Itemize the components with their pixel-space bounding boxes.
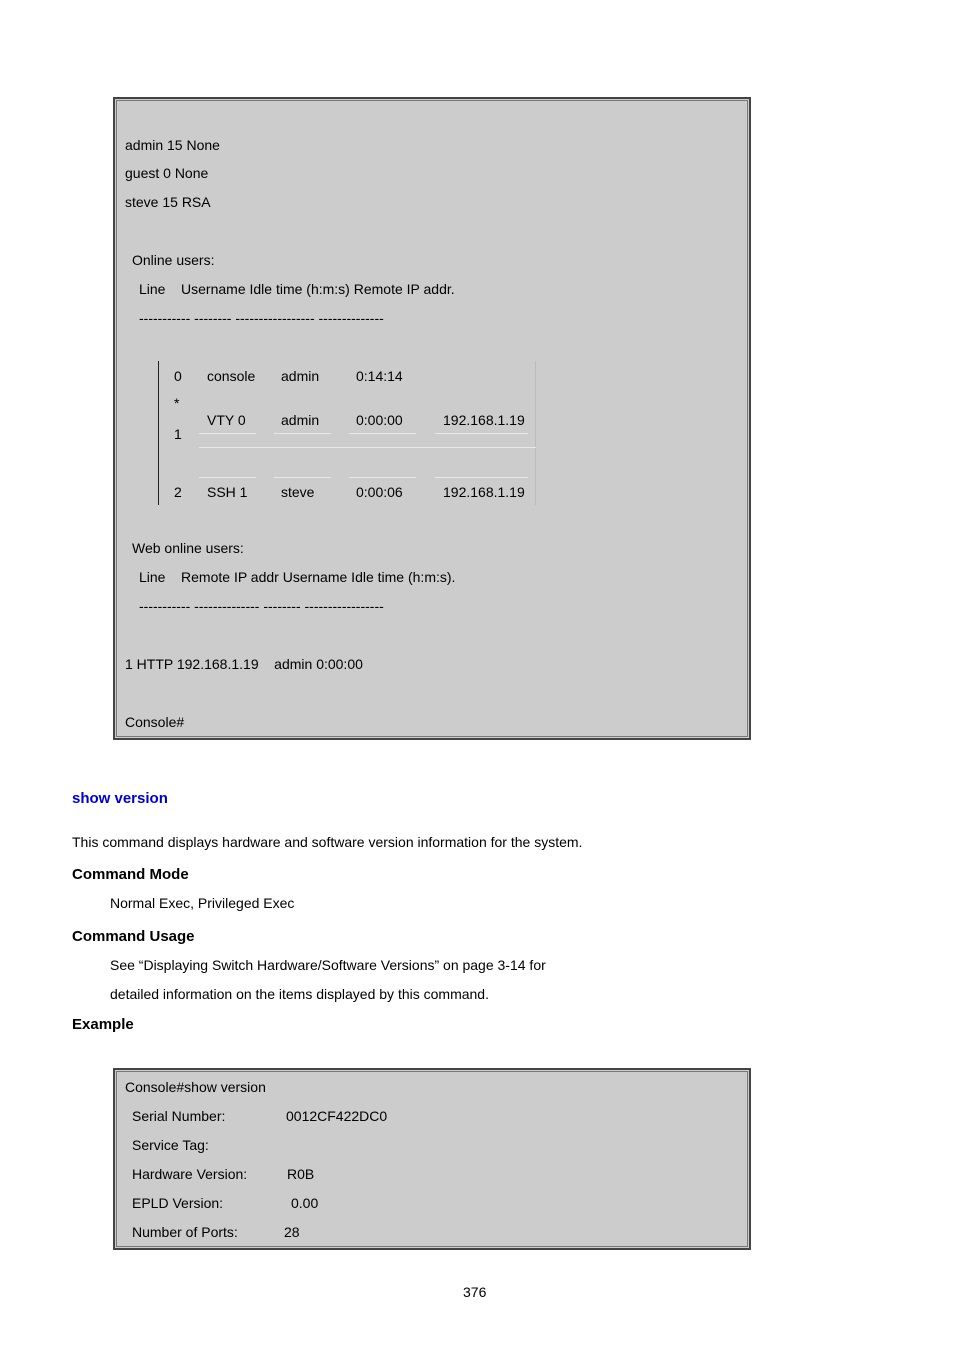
table-cell-type: VTY 0	[207, 412, 246, 428]
cell-underline	[349, 433, 416, 434]
field-label: Service Tag:	[132, 1137, 209, 1153]
example-heading: Example	[72, 1016, 134, 1033]
web-online-users-columns: Line Remote IP addr Username Idle time (h:m:s).	[139, 569, 456, 585]
user-line-admin: admin 15 None	[125, 137, 220, 153]
online-users-columns: Line Username Idle time (h:m:s) Remote IP addr.	[139, 281, 455, 297]
section-description: This command displays hardware and software version information for the system.	[72, 834, 583, 850]
command-mode-text: Normal Exec, Privileged Exec	[110, 895, 295, 911]
web-online-user-row: 1 HTTP 192.168.1.19 admin 0:00:00	[125, 656, 363, 672]
cell-underline	[435, 477, 528, 478]
table-cell-type: console	[207, 368, 256, 384]
table-cell-idle: 0:00:06	[356, 484, 403, 500]
field-label: EPLD Version:	[132, 1195, 224, 1211]
cell-underline	[274, 477, 331, 478]
table-cell-user: steve	[281, 484, 315, 500]
online-users-divider: ----------- -------- ----------------- --------------	[139, 310, 384, 326]
cell-underline	[349, 477, 416, 478]
field-value: 0012CF422DC0	[286, 1108, 388, 1124]
table-cell-ip: 192.168.1.19	[443, 412, 525, 428]
table-cell-type: SSH 1	[207, 484, 248, 500]
table-left-border	[158, 361, 159, 505]
example-command: Console#show version	[125, 1079, 266, 1095]
row-separator	[199, 447, 536, 448]
command-mode-heading: Command Mode	[72, 866, 189, 883]
table-row: 0	[174, 368, 182, 384]
user-line-steve: steve 15 RSA	[125, 194, 211, 210]
table-cell-idle: 0:00:00	[356, 412, 403, 428]
table-row: 1	[174, 426, 182, 442]
cell-underline	[274, 433, 331, 434]
online-users-table	[158, 361, 536, 505]
online-users-heading: Online users:	[132, 252, 215, 268]
cell-underline	[199, 477, 256, 478]
table-right-border	[535, 361, 536, 505]
field-value: R0B	[287, 1166, 315, 1182]
field-label: Hardware Version:	[132, 1166, 248, 1182]
table-row: 2	[174, 484, 182, 500]
cell-underline	[199, 433, 256, 434]
field-value: 0.00	[291, 1195, 319, 1211]
command-usage-line: detailed information on the items displayed by this command.	[110, 986, 489, 1002]
table-cell-ip: 192.168.1.19	[443, 484, 525, 500]
command-usage-line: See “Displaying Switch Hardware/Software Versions” on page 3-14 for	[110, 957, 546, 973]
cell-underline	[435, 433, 528, 434]
page-number: 376	[463, 1284, 487, 1300]
table-cell-user: admin	[281, 412, 320, 428]
table-cell-idle: 0:14:14	[356, 368, 403, 384]
web-online-users-heading: Web online users:	[132, 540, 244, 556]
table-cell-user: admin	[281, 368, 320, 384]
console-prompt: Console#	[125, 714, 185, 730]
web-online-users-divider: ----------- -------------- -------- -----------------	[139, 598, 384, 614]
user-line-guest: guest 0 None	[125, 165, 209, 181]
field-label: Number of Ports:	[132, 1224, 238, 1240]
field-label: Serial Number:	[132, 1108, 226, 1124]
example-output-box	[113, 1068, 751, 1250]
section-title: show version	[72, 790, 168, 807]
field-value: 28	[284, 1224, 300, 1240]
command-usage-heading: Command Usage	[72, 928, 195, 945]
table-row-star: *	[174, 395, 180, 411]
